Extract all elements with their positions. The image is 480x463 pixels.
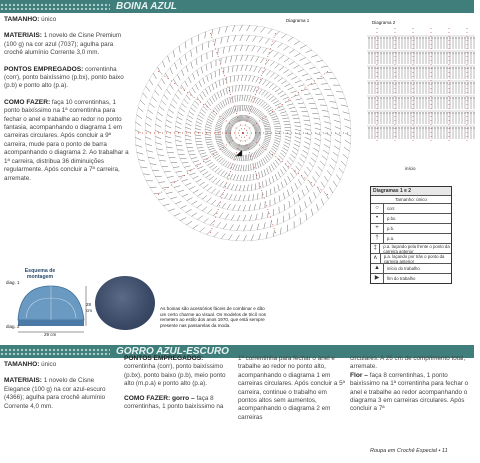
legend-symbol: ∧ [371, 254, 381, 263]
header-dots-decoration [0, 348, 110, 355]
stitches-block: PONTOS EMPREGADOS: correntinha (corr), ponto baixíssimo (p.bx), ponto baixo (p.b) e ponto alto (p.a). [4, 65, 124, 90]
diagram1-chart [132, 22, 354, 244]
diagram1-label: Diagrama 1 [286, 18, 310, 23]
stitch-legend [370, 186, 452, 284]
flower-block: Flor – faça 8 correntinhas, 1 ponto baixíssimo na 1ª correntinha para fechar o anel e trabalhe ao redor acompanhando o diagrama 3 em carreiras circulares. Após concluir a 7ª [350, 371, 469, 413]
assembly-title: Esquema de montagem [24, 268, 56, 280]
header-dots-decoration [0, 3, 110, 10]
hat-size-line: TAMANHO: único [4, 361, 57, 368]
hat-stitches-block: PONTOS EMPREGADOS: correntinha (corr), ponto baixíssimo (p.bx), ponto baixo (p.b), meio ponto alto (m.p.a) e ponto alto (p.a). [124, 355, 226, 388]
legend-row [371, 263, 451, 273]
legend-symbol: ▶ [371, 274, 384, 283]
start-arrow-icon [236, 150, 242, 156]
section-title: BOINA AZUL [116, 1, 177, 12]
beret-instructions [4, 16, 130, 183]
materials-block: MATERIAIS: 1 novelo de Cisne Premium (100 g) na cor azul (7037); agulha para crochê alumínio Corrente 3,0 mm. [4, 32, 122, 57]
legend-row [371, 213, 451, 223]
legend-desc: corr. [387, 206, 396, 211]
beret-photo [95, 276, 155, 330]
legend-symbol: • [371, 214, 384, 223]
hat-col-3: 1ª correntinha para fechar o anel e trabalhe ao redor no ponto alto, acompanhando o diagrama 1 em carreiras circulares. Após concluir a 5ª carreira, continue o trabalho em pontos altos sem aumentos, acompanhando o diagrama 2 em carreiras [238, 355, 345, 421]
dim-height: 28 cm [86, 302, 92, 313]
size-line: TAMANHO: único [4, 16, 57, 23]
legend-symbol: ▲ [371, 264, 384, 273]
legend-rows [371, 203, 451, 283]
photo-caption: As boinas são acessórios fáceis de combinar e dão um certo charme ao visual. Os modelos de tricô nos remetem ao estilo dos anos 1970, que está sempre presente nas passarelas da moda. [160, 306, 266, 328]
hat-col-2 [124, 355, 232, 411]
page-footer: Roupa em Crochê Especial • 11 [370, 448, 448, 454]
legend-desc: p.a. laçando por trás o ponto da carreira anterior [383, 253, 445, 264]
legend-row [371, 203, 451, 213]
legend-desc: início do trabalho [387, 266, 420, 271]
legend-symbol: ‡ [371, 244, 380, 253]
dim-diag2: diag. 2 [6, 324, 20, 329]
legend-desc: p.bx. [387, 216, 397, 221]
diagram2-start: início [405, 166, 416, 171]
hat-materials-block: MATERIAIS: 1 novelo de Cisne Elegance (100 g) na cor azul-escuro (4366); agulha para crochê alumínio Corrente 4,0 mm. [4, 377, 106, 410]
legend-row [371, 233, 451, 243]
hat-howto-block: COMO FAZER: gorro – faça 8 correntinhas, 1 ponto baixíssimo na [124, 394, 224, 411]
legend-desc: fim do trabalho [387, 276, 416, 281]
legend-row [371, 253, 451, 263]
diagram2-label: Diagrama 2 [372, 20, 396, 25]
legend-symbol: ○ [371, 204, 384, 213]
assembly-diagram [6, 268, 96, 340]
legend-symbol: † [371, 234, 384, 243]
legend-row [371, 223, 451, 233]
hat-col-1 [4, 361, 116, 411]
dim-diag1: diag. 1 [6, 280, 20, 285]
legend-row [371, 273, 451, 283]
hat-col-4: circulares. A 26 cm de comprimento total, arremate. Flor – faça 8 correntinhas, 1 ponto baixíssimo na 1ª correntinha para fechar o anel e trabalhe ao redor acompanhando o diagrama 3 em carreiras circulares. Após concluir a 7ª [350, 355, 474, 414]
legend-symbol: + [371, 224, 384, 233]
legend-row [371, 243, 451, 253]
section-title: GORRO AZUL-ESCURO [116, 346, 229, 357]
legend-title: Diagramas 1 e 2 [371, 187, 451, 195]
legend-desc: p.a. [387, 236, 395, 241]
legend-subtitle: Tamanho: único [371, 195, 451, 203]
diagram2-chart [367, 28, 475, 146]
legend-desc: p.a. laçando pela frente o ponto da carreira anterior [383, 243, 450, 254]
howto-block: COMO FAZER: faça 10 correntinhas, 1 ponto baixíssimo na 1ª correntinha para fechar o anel e trabalhe ao redor no ponto fantasia, acompanhando o diagrama 1 em carreiras circulares. Após concluir a 9ª carreira, mude para o ponto de barra acompanhando o diagrama 2. Ao trabalhar a 1ª carreira, distribua 36 diminuições regularmente. Após concluir a 7ª carreira, arremate. [4, 98, 129, 182]
legend-desc: p.b. [387, 226, 395, 231]
section-header-beret [0, 0, 474, 13]
dim-width: 29 cm [44, 332, 57, 337]
